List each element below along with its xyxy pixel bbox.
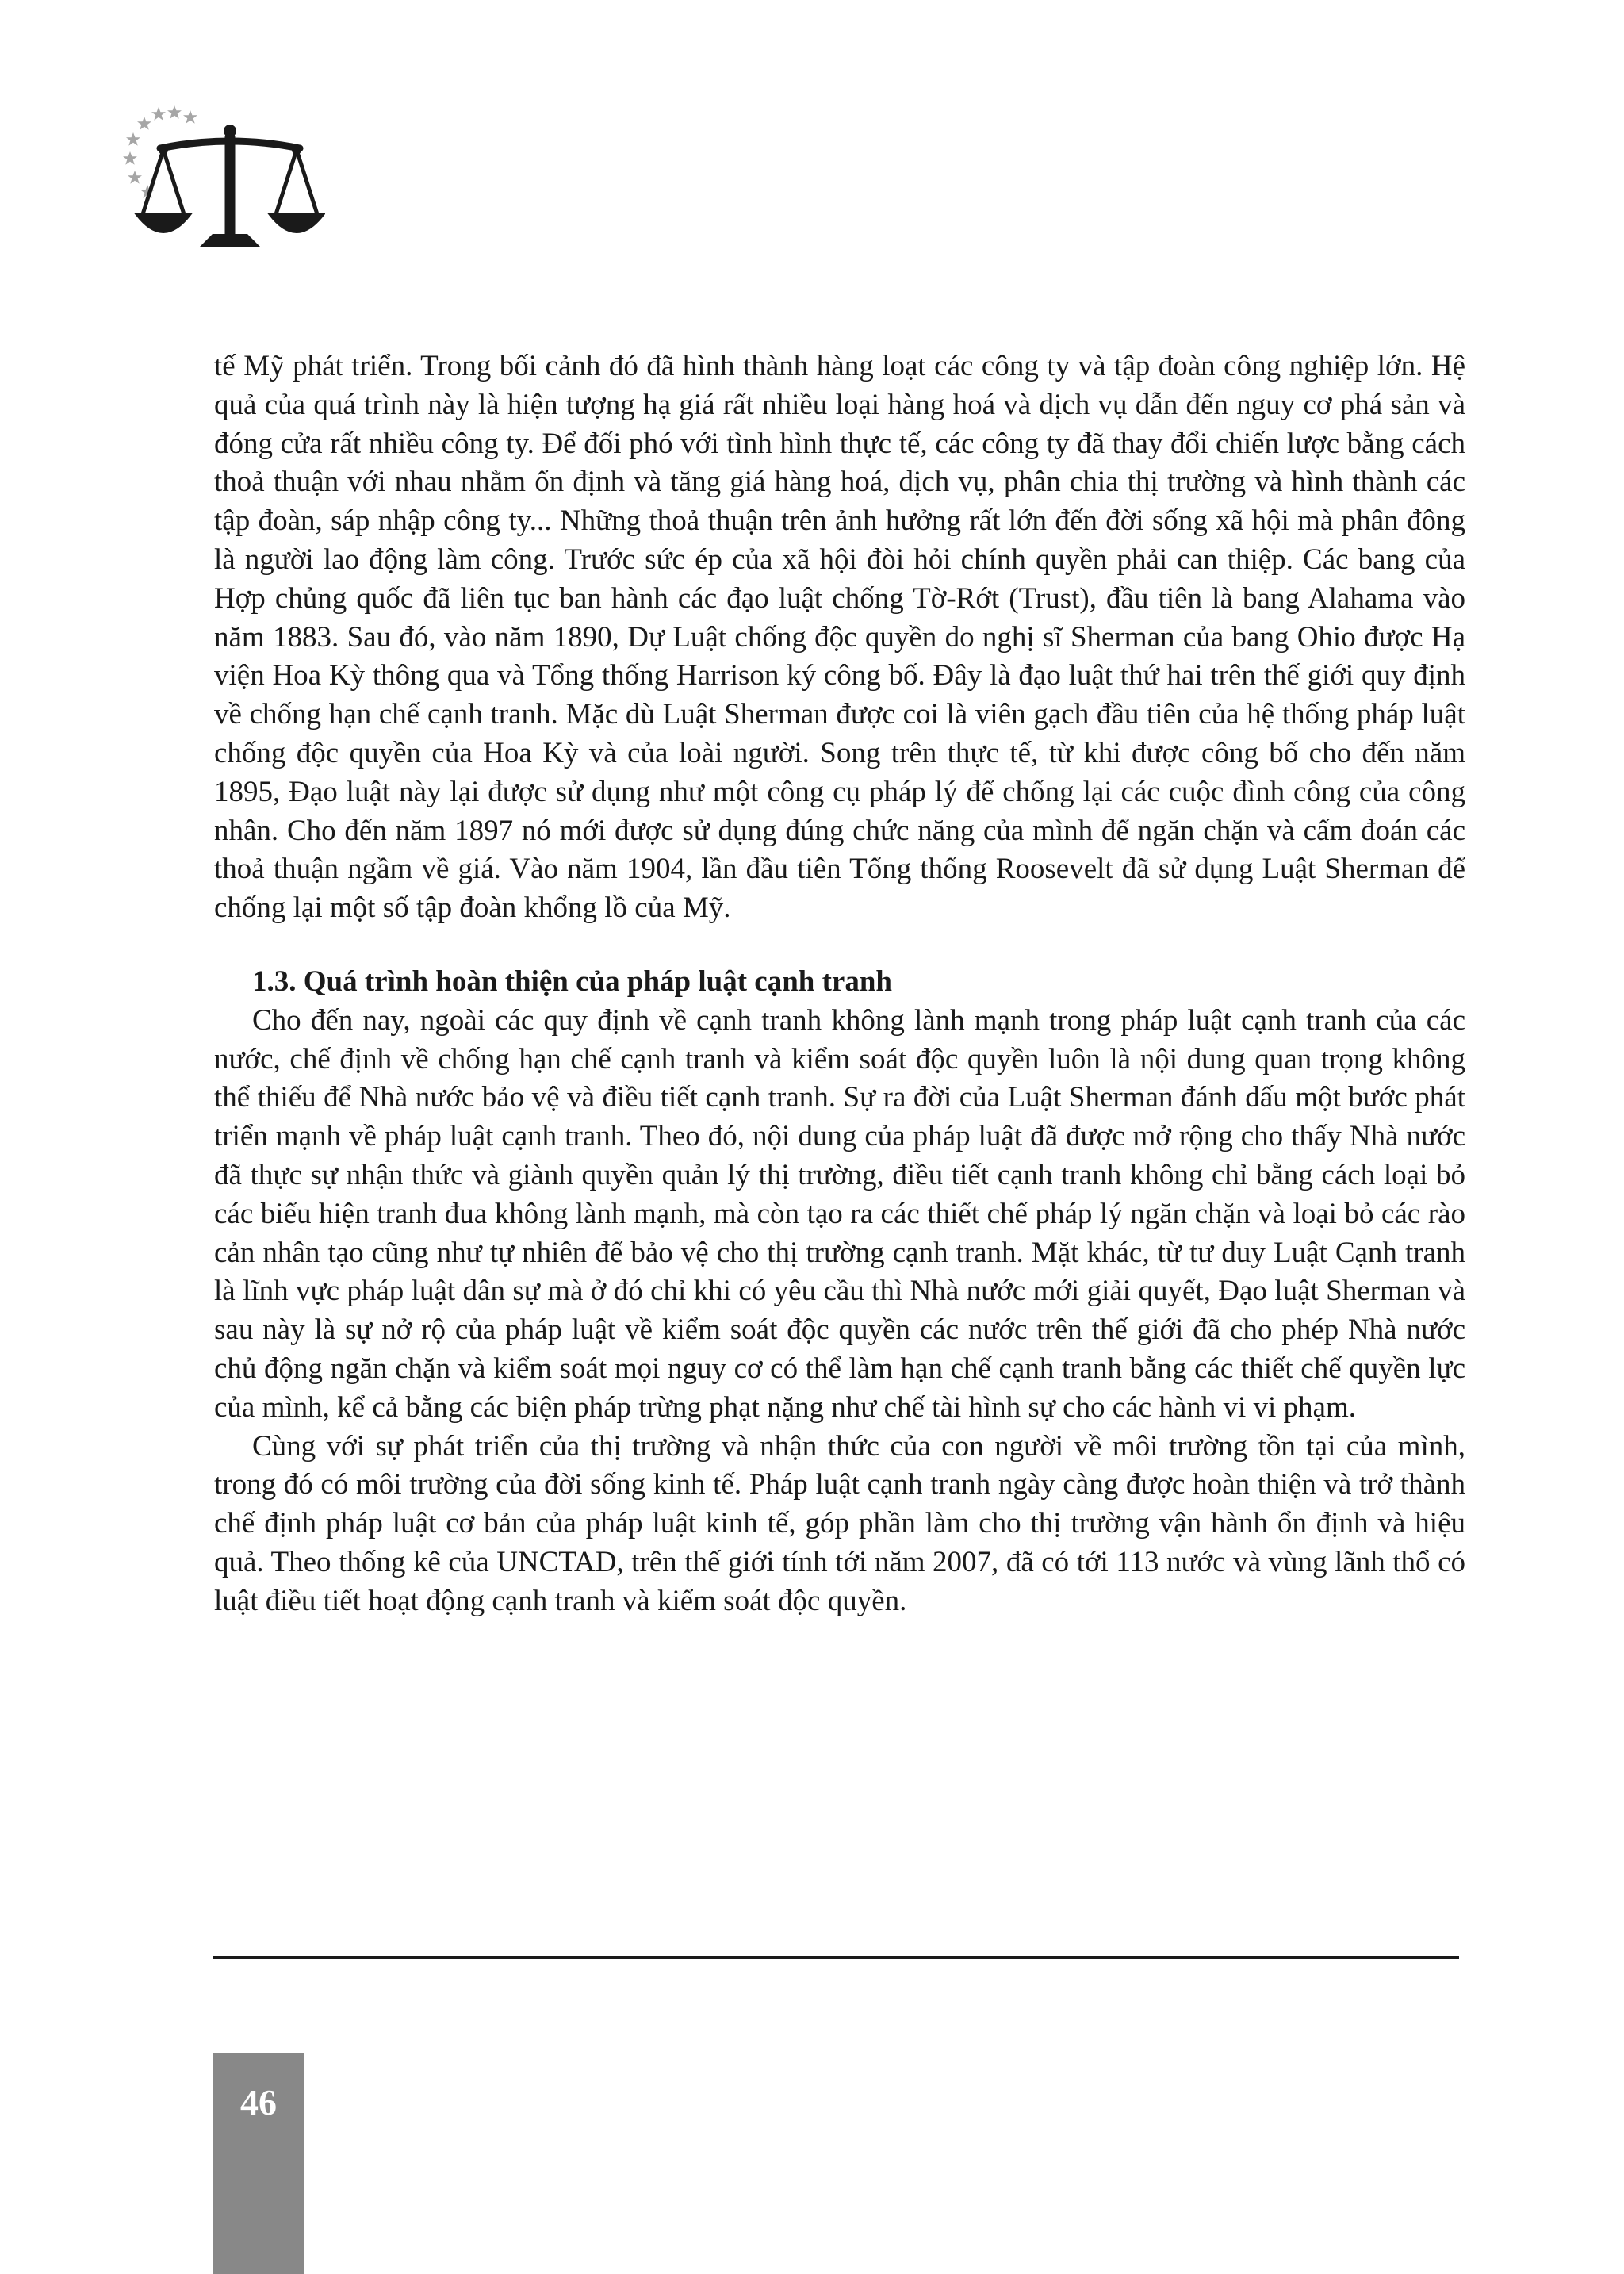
body-paragraph: Cho đến nay, ngoài các quy định về cạnh tranh không lành mạnh trong pháp luật cạnh tranh của các nước, chế định về chống hạn chế cạnh tranh và kiểm soát độc quyền luôn là nội dung quan trọng không thể thiếu để Nhà nước bảo vệ và điều tiết cạnh tranh. Sự ra đời của Luật Sherman đánh dấu một bước phát triển mạnh về pháp luật cạnh tranh. Theo đó, nội dung của pháp luật đã được mở rộng cho thấy Nhà nước đã thực sự nhận thức và giành quyền quản lý thị trường, điều tiết cạnh tranh không chỉ bằng cách loại bỏ các biểu hiện tranh đua không lành mạnh, mà còn tạo ra các thiết chế pháp lý ngăn chặn và loại bỏ các rào cản nhân tạo cũng như tự nhiên để bảo vệ cho thị trường cạnh tranh. Mặt khác, từ tư duy Luật Cạnh tranh là lĩnh vực pháp luật dân sự mà ở đó chỉ khi có yêu cầu thì Nhà nước mới giải quyết, Đạo luật Sherman và sau này là sự nở rộ của pháp luật về kiểm soát độc quyền các nước trên thế giới đã cho phép Nhà nước chủ động ngăn chặn và kiểm soát mọi nguy cơ có thể làm hạn chế cạnh tranh bằng các thiết chế quyền lực của mình, kể cả bằng các biện pháp trừng phạt nặng như chế tài hình sự cho các hành vi vi phạm. [214,1003,1465,1424]
footer-divider [213,1956,1459,1959]
section-heading: 1.3. Quá trình hoàn thiện của pháp luật cạnh tranh [252,964,893,998]
scales-of-justice-icon-svg [111,99,325,282]
body-paragraph: tế Mỹ phát triển. Trong bối cảnh đó đã hình thành hàng loạt các công ty và tập đoàn công nghiệp lớn. Hệ quả của quá trình này là hiện tượng hạ giá rất nhiều loại hàng hoá và dịch vụ dẫn đến nguy cơ phá sản và đóng cửa rất nhiều công ty. Để đối phó với tình hình thực tế, các công ty đã thay đổi chiến lược bằng cách thoả thuận với nhau nhằm ổn định và tăng giá hàng hoá, dịch vụ, phân chia thị trường và hình thành các tập đoàn, sáp nhập công ty... Những thoả thuận trên ảnh hưởng rất lớn đến đời sống xã hội mà phân đông là người lao động làm công. Trước sức ép của xã hội đòi hỏi chính quyền phải can thiệp. Các bang của Hợp chủng quốc đã liên tục ban hành các đạo luật chống Tờ-Rớt (Trust), đầu tiên là bang Alahama vào năm 1883. Sau đó, vào năm 1890, Dự Luật chống độc quyền do nghị sĩ Sherman của bang Ohio được Hạ viện Hoa Kỳ thông qua và Tổng thống Harrison ký công bố. Đây là đạo luật thứ hai trên thế giới quy định về chống hạn chế cạnh tranh. Mặc dù Luật Sherman được coi là viên gạch đầu tiên của hệ thống pháp luật chống độc quyền của Hoa Kỳ và của loài người. Song trên thực tế, từ khi được công bố cho đến năm 1895, Đạo luật này lại được sử dụng như một công cụ pháp lý để chống lại các cuộc đình công của công nhân. Cho đến năm 1897 nó mới được sử dụng đúng chức năng của mình để ngăn chặn và cấm đoán các thoả thuận ngầm về giá. Vào năm 1904, lần đầu tiên Tổng thống Roosevelt đã sử dụng Luật Sherman để chống lại một số tập đoàn khổng lồ của Mỹ. [214,350,1465,925]
scales-of-justice-icon [111,99,325,282]
scales-shape [136,125,324,247]
body-paragraph: Cùng với sự phát triển của thị trường và nhận thức của con người về môi trường tồn tại của mình, trong đó có môi trường của đời sống kinh tế. Pháp luật cạnh tranh ngày càng được hoàn thiện và trở thành chế định pháp luật cơ bản của pháp luật kinh tế, góp phần làm cho thị trường vận hành ổn định và hiệu quả. Theo thống kê của UNCTAD, trên thế giới tính tới năm 2007, đã có tới 113 nước và vùng lãnh thổ có luật điều tiết hoạt động cạnh tranh và kiểm soát độc quyền. [214,1429,1465,1617]
page-number-tab [213,2053,304,2274]
page-number: 46 [240,2082,277,2123]
page-body [214,347,1465,1621]
